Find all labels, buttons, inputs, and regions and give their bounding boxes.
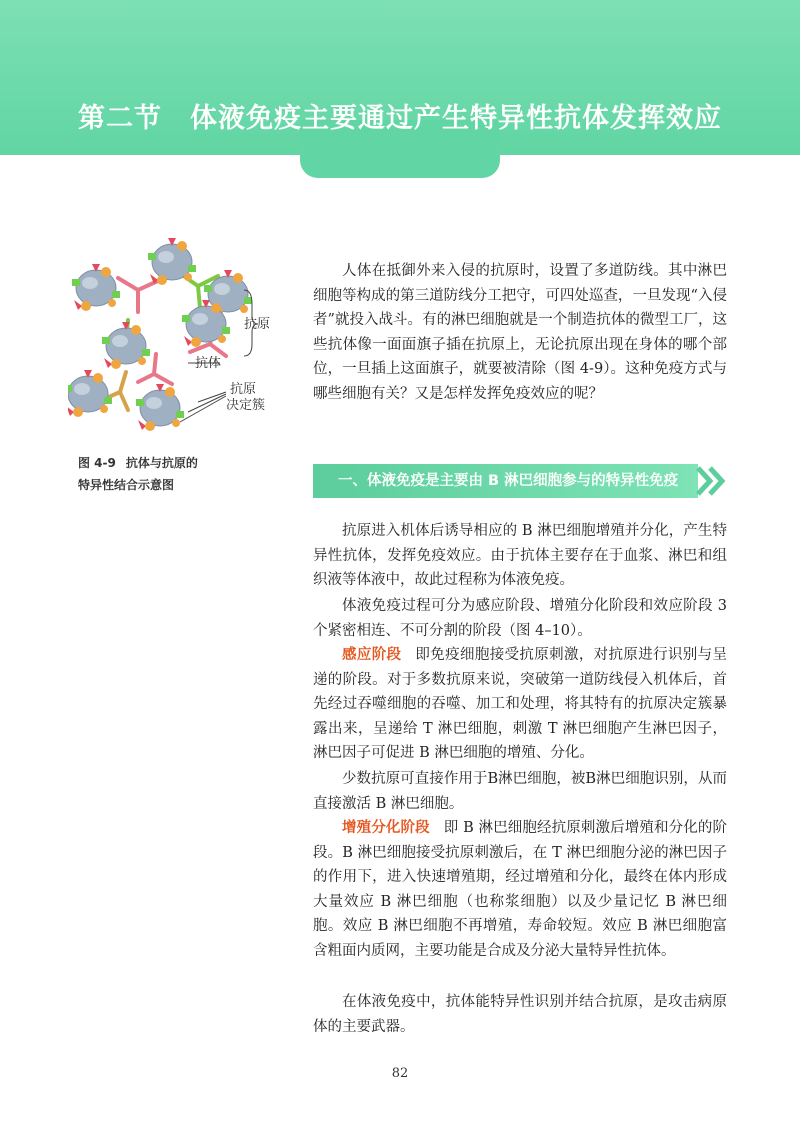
label-antibody: 抗体 [195,356,222,371]
antibody-antigen-illustration [68,232,308,432]
caption-text-1: 抗体与抗原的 [125,456,198,470]
page-number: 82 [391,1066,409,1081]
body-paragraph-3 [313,643,727,766]
body-paragraph-6: 在体液免疫中，抗体能特异性识别并结合抗原，是攻击病原体的主要武器。 [313,994,727,1035]
body-paragraph-5 [313,816,727,963]
body-paragraph-2: 体液免疫过程可分为感应阶段、增殖分化阶段和效应阶段 3 个紧密相连、不可分割的阶段（图 4–10）。 [313,598,727,639]
body-paragraph-1: 抗原进入机体后诱导相应的 B 淋巴细胞增殖并分化，产生特异性抗体，发挥免疫效应。由于抗体主要存在于血浆、淋巴和组织液等体液中，故此过程称为体液免疫。 [313,523,727,588]
intro-paragraph: 人体在抵御外来入侵的抗原时，设置了多道防线。其中淋巴细胞等构成的第三道防线分工把守，可四处巡查，一旦发现“入侵者”就投入战斗。有的淋巴细胞就是一个制造抗体的微型工厂，这些抗体像一面面旗子插在抗原上，无论抗原出现在身体的哪个部位，一旦插上这面旗子，就要被清除（图 4-9）。这种免疫方式与哪些细胞有关？又是怎样发挥免疫效应的呢？ [313,263,727,402]
figure-caption [78,452,278,496]
keyword-induction-stage: 感应阶段 [342,646,402,663]
caption-text-2: 特异性结合示意图 [78,478,175,492]
section-title: 一、体液免疫是主要由 B 淋巴细胞参与的特异性免疫 [338,473,679,489]
label-antigen: 抗原 [244,317,271,332]
body-paragraph-4: 少数抗原可直接作用于B淋巴细胞，被B淋巴细胞识别，从而直接激活 B 淋巴细胞。 [313,771,727,812]
label-determinant-1: 抗原 [230,382,257,397]
double-chevron-icon [696,464,730,498]
body-paragraph-5-text: 即 B 淋巴细胞经抗原刺激后增殖和分化的阶段。B 淋巴细胞接受抗原刺激后，在 T 淋巴细胞分泌的淋巴因子的作用下，进入快速增殖期，经过增殖和分化，最终在体内形成大量效应 B 淋巴细胞（也称浆细胞）以及少量记忆 B 淋巴细胞。效应 B 淋巴细胞不再增殖，寿命较短。效应 B 淋巴细胞富含粗面内质网，主要功能是合成及分泌大量特异性抗体。 [313,820,727,959]
page-title: 第二节 体液免疫主要通过产生特异性抗体发挥效应 [78,103,722,134]
keyword-proliferation-stage: 增殖分化阶段 [342,819,430,836]
body-paragraph-3-text: 即免疫细胞接受抗原刺激，对抗原进行识别与呈递的阶段。对于多数抗原来说，突破第一道防线侵入机体后，首先经过吞噬细胞的吞噬、加工和处理，将其特有的抗原决定簇暴露出来，呈递给 T 淋巴细胞，刺激 T 淋巴细胞产生淋巴因子，淋巴因子可促进 B 淋巴细胞的增殖、分化。 [313,647,728,761]
caption-number: 图 4-9 [78,456,116,470]
antibody-antigen-figure [68,232,308,432]
label-determinant-2: 决定簇 [226,398,266,413]
